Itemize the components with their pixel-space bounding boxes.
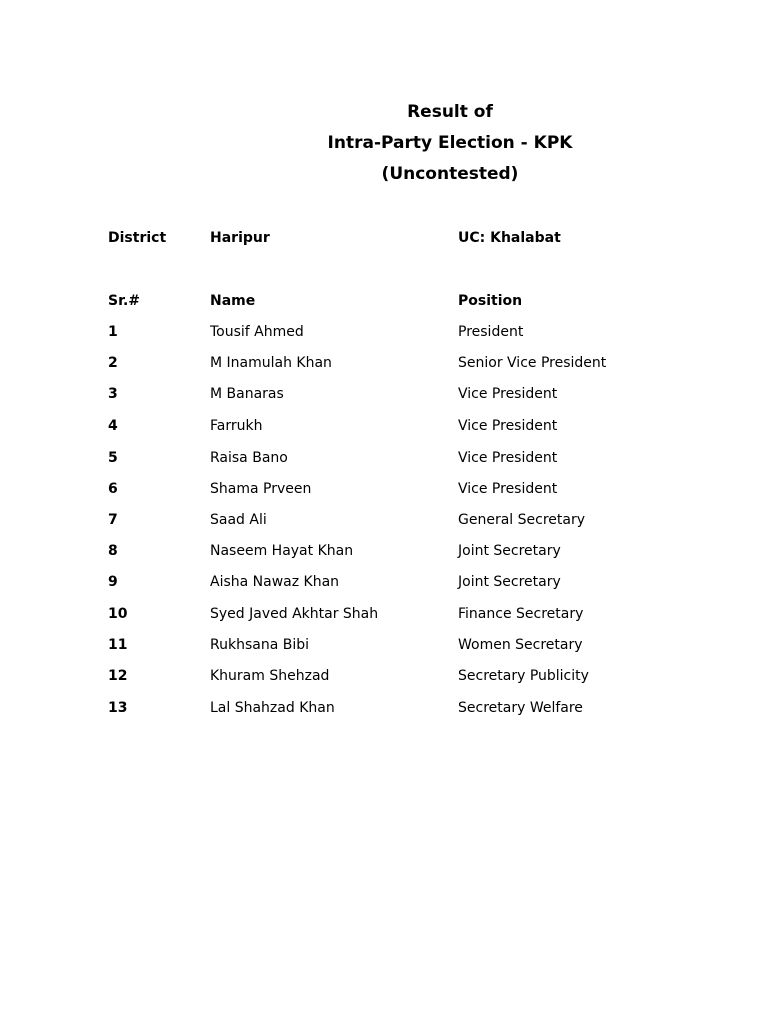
- row-position: General Secretary: [458, 512, 585, 528]
- row-position: Vice President: [458, 481, 558, 497]
- header-name: Name: [210, 293, 256, 309]
- uc-label: UC: Khalabat: [458, 230, 561, 246]
- district-info-row: [0, 228, 768, 248]
- table-row: [0, 479, 768, 499]
- district-label: District: [108, 230, 167, 246]
- row-sr: 5: [108, 450, 118, 466]
- row-sr: 12: [108, 668, 128, 684]
- row-sr: 4: [108, 418, 118, 434]
- row-name: Shama Prveen: [210, 481, 312, 497]
- row-name: Lal Shahzad Khan: [210, 700, 335, 716]
- row-sr: 11: [108, 637, 128, 653]
- header-sr: Sr.#: [108, 293, 141, 309]
- row-name: Rukhsana Bibi: [210, 637, 309, 653]
- table-header: [0, 291, 768, 311]
- table-row: [0, 322, 768, 342]
- row-sr: 9: [108, 574, 118, 590]
- row-position: Vice President: [458, 386, 558, 402]
- row-name: Khuram Shehzad: [210, 668, 330, 684]
- row-sr: 6: [108, 481, 118, 497]
- row-position: Vice President: [458, 418, 558, 434]
- row-position: Joint Secretary: [458, 543, 561, 559]
- table-row: [0, 448, 768, 468]
- row-position: Senior Vice President: [458, 355, 607, 371]
- document-title: [0, 97, 768, 190]
- header-position: Position: [458, 293, 523, 309]
- row-position: Women Secretary: [458, 637, 583, 653]
- district-value: Haripur: [210, 230, 270, 246]
- table-row: [0, 698, 768, 718]
- row-sr: 3: [108, 386, 118, 402]
- row-name: Tousif Ahmed: [210, 324, 304, 340]
- row-position: Secretary Welfare: [458, 700, 583, 716]
- row-name: Farrukh: [210, 418, 263, 434]
- row-sr: 7: [108, 512, 118, 528]
- table-row: [0, 541, 768, 561]
- title-line-uncontested: (Uncontested): [381, 164, 519, 184]
- table-row: [0, 510, 768, 530]
- row-name: Aisha Nawaz Khan: [210, 574, 340, 590]
- row-name: Naseem Hayat Khan: [210, 543, 354, 559]
- title-line-result: Result of: [407, 102, 493, 122]
- row-position: President: [458, 324, 524, 340]
- row-position: Secretary Publicity: [458, 668, 589, 684]
- row-name: Raisa Bano: [210, 450, 288, 466]
- table-row: [0, 572, 768, 592]
- table-row: [0, 416, 768, 436]
- table-row: [0, 635, 768, 655]
- row-sr: 8: [108, 543, 118, 559]
- row-name: M Inamulah Khan: [210, 355, 332, 371]
- row-name: Saad Ali: [210, 512, 267, 528]
- row-sr: 2: [108, 355, 118, 371]
- table-row: [0, 604, 768, 624]
- row-sr: 10: [108, 606, 128, 622]
- row-position: Joint Secretary: [458, 574, 561, 590]
- row-name: Syed Javed Akhtar Shah: [210, 606, 379, 622]
- row-name: M Banaras: [210, 386, 284, 402]
- row-position: Finance Secretary: [458, 606, 584, 622]
- row-position: Vice President: [458, 450, 558, 466]
- table-row: [0, 384, 768, 404]
- row-sr: 1: [108, 324, 118, 340]
- table-row: [0, 666, 768, 686]
- row-sr: 13: [108, 700, 128, 716]
- title-line-election: Intra-Party Election - KPK: [327, 133, 573, 153]
- table-row: [0, 353, 768, 373]
